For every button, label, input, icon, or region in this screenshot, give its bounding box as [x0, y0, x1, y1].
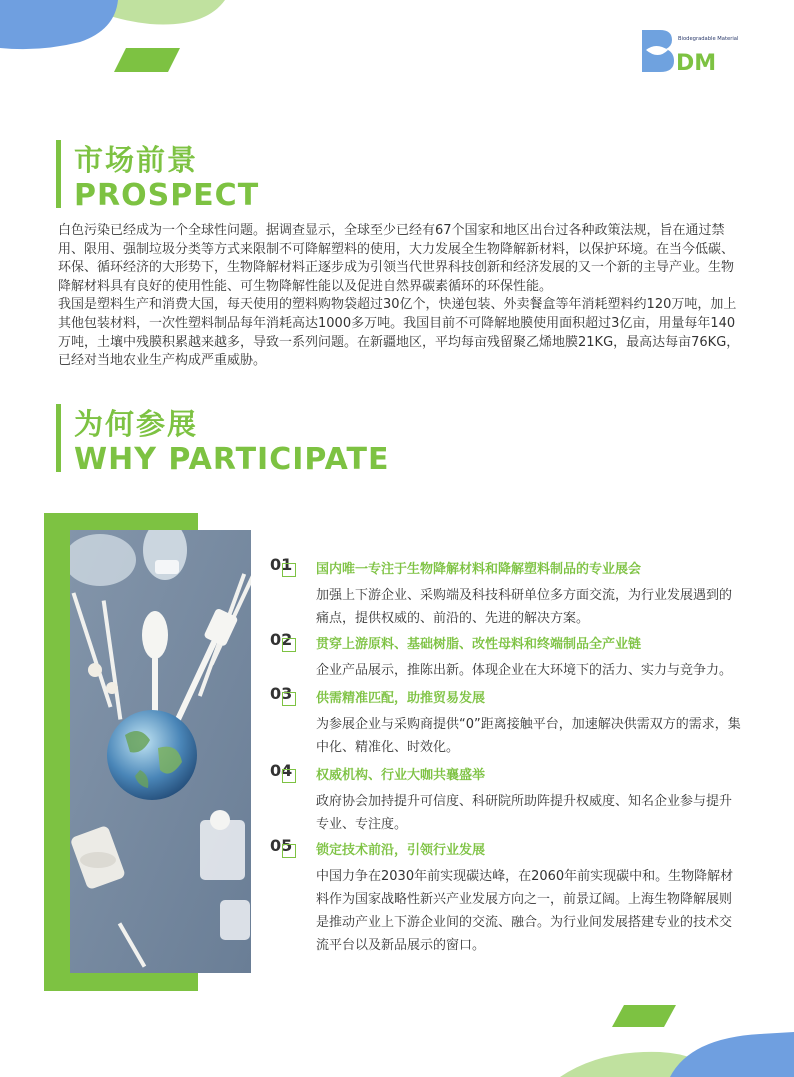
reason-description: 企业产品展示，推陈出新。体现企业在大环境下的活力、实力与竞争力。 — [316, 663, 733, 678]
square-bullet-icon — [282, 563, 296, 577]
participate-title-cn: 为何参展 — [74, 407, 199, 441]
reason-description: 加强上下游企业、采购端及科技科研单位多方面交流，为行业发展遇到的痛点，提供权威的、前沿的、先进的解决方案。 — [316, 588, 733, 626]
reason-item — [270, 684, 750, 764]
square-bullet-icon — [282, 769, 296, 783]
reason-number: 03 — [270, 684, 293, 703]
bdm-logo — [640, 28, 740, 74]
reason-title: 权威机构、行业大咖共襄盛举 — [316, 768, 486, 783]
square-bullet-icon — [282, 638, 296, 652]
svg-text:DM: DM — [676, 51, 717, 74]
top-leaf-decoration — [110, 46, 182, 74]
reason-number: 02 — [270, 630, 293, 649]
heading-bar — [56, 140, 61, 208]
reason-item — [270, 761, 750, 839]
reason-description: 中国力争在2030年前实现碳达峰，在2060年前实现碳中和。生物降解材料作为国家战略性新兴产业发展方向之一，前景辽阔。上海生物降解展则是推动产业上下游企业间的交流、融合。为行业间发展搭建专业的技术交流平台以及新品展示的窗口。 — [316, 869, 734, 953]
reason-title: 锁定技术前沿，引领行业发展 — [316, 843, 486, 858]
reason-title: 供需精准匹配，助推贸易发展 — [316, 691, 486, 706]
reason-item — [270, 836, 750, 962]
reason-title: 国内唯一专注于生物降解材料和降解塑料制品的专业展会 — [316, 562, 642, 577]
bottom-leaf-decoration — [608, 1003, 678, 1029]
prospect-heading — [56, 138, 296, 212]
prospect-paragraph-1: 白色污染已经成为一个全球性问题。据调查显示，全球至少已经有67个国家和地区出台过各种政策法规，旨在通过禁用、限用、强制垃圾分类等方式来限制不可降解塑料的使用，大力发展全生物降解新材料，以保护环境。在当今低碳、环保、循环经济的大形势下，生物降解材料正逐步成为引领当代世界科技创新和经济发展的又一个新的主导产业。生物降解材料具有良好的使用性能、可生物降解性能以及促进自然界碳素循环的环保性能。 — [58, 223, 735, 294]
heading-bar — [56, 404, 61, 472]
reason-number: 04 — [270, 761, 293, 780]
reason-description: 政府协会加持提升可信度、科研院所助阵提升权威度、知名企业参与提升专业、专注度。 — [316, 794, 733, 832]
participate-heading — [56, 402, 396, 476]
prospect-title-cn: 市场前景 — [74, 143, 199, 177]
eco-photo — [70, 530, 251, 973]
reason-number: 01 — [270, 555, 293, 574]
logo-tagline: Biodegradable Material — [678, 36, 739, 42]
prospect-paragraph-2: 我国是塑料生产和消费大国，每天使用的塑料购物袋超过30亿个，快递包装、外卖餐盒等年消耗塑料约120万吨，加上其他包装材料，一次性塑料制品每年消耗高达1000多万吨。我国目前不可降解地膜使用面积超过3亿亩，用量每年140万吨，土壤中残膜积累越来越多，导致一系列问题。在新疆地区，平均每亩残留聚乙烯地膜21KG，最高达每亩76KG，已经对当地农业生产构成严重威胁。 — [58, 297, 740, 369]
reason-description: 为参展企业与采购商提供“0”距离接触平台，加速解决供需双方的需求，集中化、精准化、时效化。 — [316, 717, 741, 755]
square-bullet-icon — [282, 692, 296, 706]
prospect-body — [58, 222, 742, 371]
bottom-right-wave-decoration — [560, 1030, 794, 1077]
reason-item — [270, 555, 750, 633]
reason-item — [270, 630, 750, 686]
prospect-title-en: PROSPECT — [74, 178, 260, 213]
reason-title: 贯穿上游原料、基础树脂、改性母料和终端制品全产业链 — [316, 637, 642, 652]
square-bullet-icon — [282, 844, 296, 858]
participate-title-en: WHY PARTICIPATE — [74, 442, 390, 477]
reason-number: 05 — [270, 836, 293, 855]
